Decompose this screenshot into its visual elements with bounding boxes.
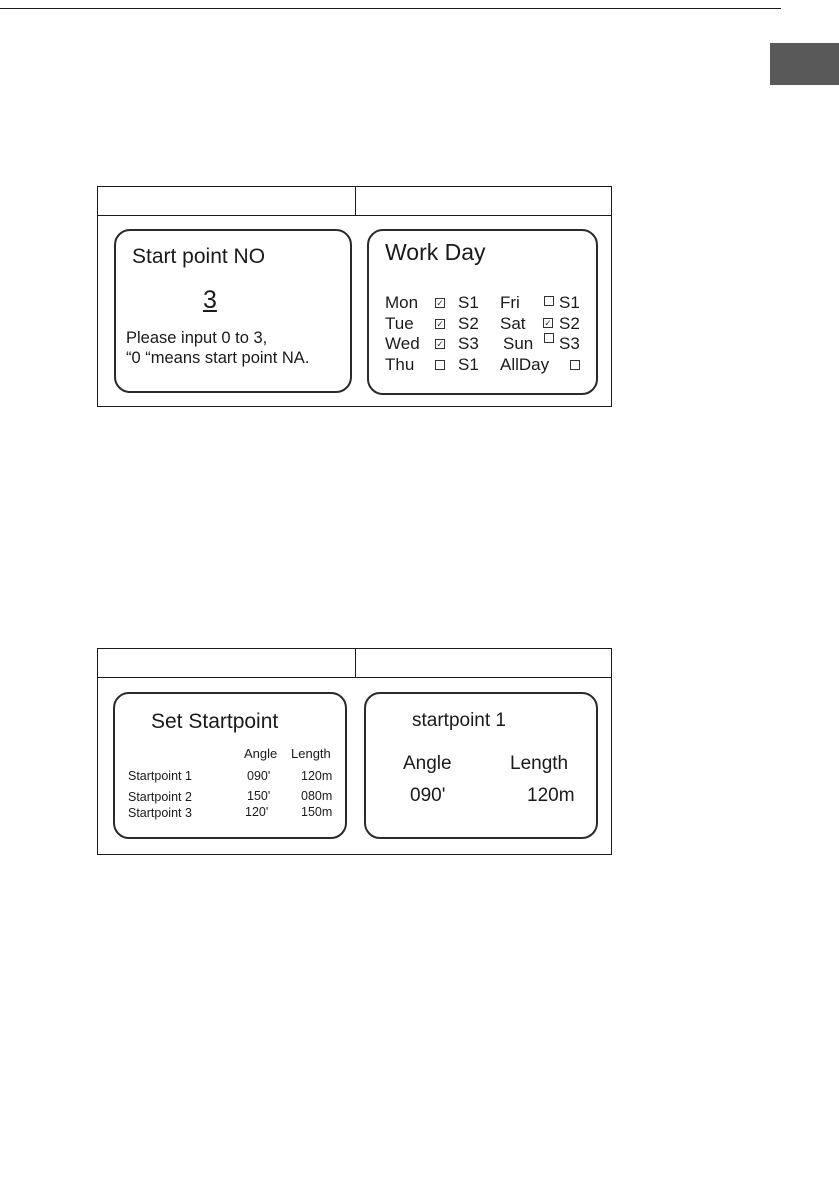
slot-label-thu: S1 bbox=[458, 355, 479, 374]
startpoint-row-angle: 150' bbox=[247, 789, 271, 803]
work-day-title: Work Day bbox=[385, 239, 486, 265]
checkbox-wed[interactable]: ✓ bbox=[436, 339, 444, 349]
day-label-fri: Fri bbox=[500, 293, 520, 312]
detail-length-value[interactable]: 120m bbox=[527, 785, 575, 806]
top-rule bbox=[0, 8, 781, 9]
startpoint-row-length: 080m bbox=[301, 789, 333, 803]
set-startpoint-title: Set Startpoint bbox=[151, 710, 279, 733]
startpoint-row-length: 150m bbox=[301, 805, 333, 819]
checkbox-tue[interactable]: ✓ bbox=[436, 319, 444, 329]
start-point-value[interactable]: 3 bbox=[203, 286, 217, 314]
checkbox-mon[interactable]: ✓ bbox=[436, 298, 444, 308]
startpoint-row-name[interactable]: Startpoint 3 bbox=[128, 806, 192, 820]
screens-table-2 bbox=[97, 648, 612, 855]
slot-label-tue: S2 bbox=[458, 314, 479, 333]
slot-label-mon: S1 bbox=[458, 293, 479, 312]
slot-label-sun: S3 bbox=[559, 334, 580, 353]
startpoint-row-name[interactable]: Startpoint 2 bbox=[128, 790, 192, 804]
day-label-tue: Tue bbox=[385, 314, 414, 333]
day-label-wed: Wed bbox=[385, 334, 420, 353]
checkbox-allday[interactable] bbox=[570, 360, 580, 370]
checkbox-fri[interactable] bbox=[544, 296, 554, 306]
day-label-mon: Mon bbox=[385, 293, 419, 312]
startpoint-row-angle: 090' bbox=[247, 769, 271, 783]
checkbox-thu[interactable] bbox=[435, 360, 445, 370]
day-label-sat: Sat bbox=[500, 314, 526, 333]
start-point-title: Start point NO bbox=[132, 245, 266, 268]
detail-length-label: Length bbox=[510, 753, 569, 774]
slot-label-sat: S2 bbox=[559, 314, 580, 333]
startpoint-detail-title: startpoint 1 bbox=[412, 710, 506, 731]
startpoint-row-angle: 120' bbox=[245, 805, 269, 819]
set-startpoint-screen bbox=[113, 692, 347, 839]
section-tab-marker bbox=[770, 43, 839, 85]
day-label-allday: AllDay bbox=[500, 355, 550, 374]
screens-table-1 bbox=[97, 186, 612, 407]
detail-angle-label: Angle bbox=[403, 753, 452, 774]
startpoint-row-length: 120m bbox=[301, 769, 333, 783]
startpoint-detail-screen bbox=[364, 692, 598, 839]
start-point-hint-line1: Please input 0 to 3, bbox=[126, 329, 268, 347]
start-point-hint-line2: “0 “means start point NA. bbox=[126, 349, 310, 367]
slot-label-fri: S1 bbox=[559, 293, 580, 312]
startpoint-row-name[interactable]: Startpoint 1 bbox=[128, 769, 192, 783]
start-point-screen bbox=[114, 229, 352, 393]
table-header-row bbox=[98, 649, 611, 678]
checkbox-sun[interactable] bbox=[544, 333, 554, 343]
slot-label-wed: S3 bbox=[458, 334, 479, 353]
day-label-sun: Sun bbox=[503, 334, 534, 353]
checkbox-sat[interactable]: ✓ bbox=[544, 318, 552, 328]
day-label-thu: Thu bbox=[385, 355, 415, 374]
table-header-row bbox=[98, 187, 611, 216]
col-header-length: Length bbox=[291, 746, 331, 761]
col-header-angle: Angle bbox=[244, 746, 278, 761]
work-day-screen bbox=[367, 229, 598, 395]
detail-angle-value[interactable]: 090' bbox=[410, 785, 446, 806]
